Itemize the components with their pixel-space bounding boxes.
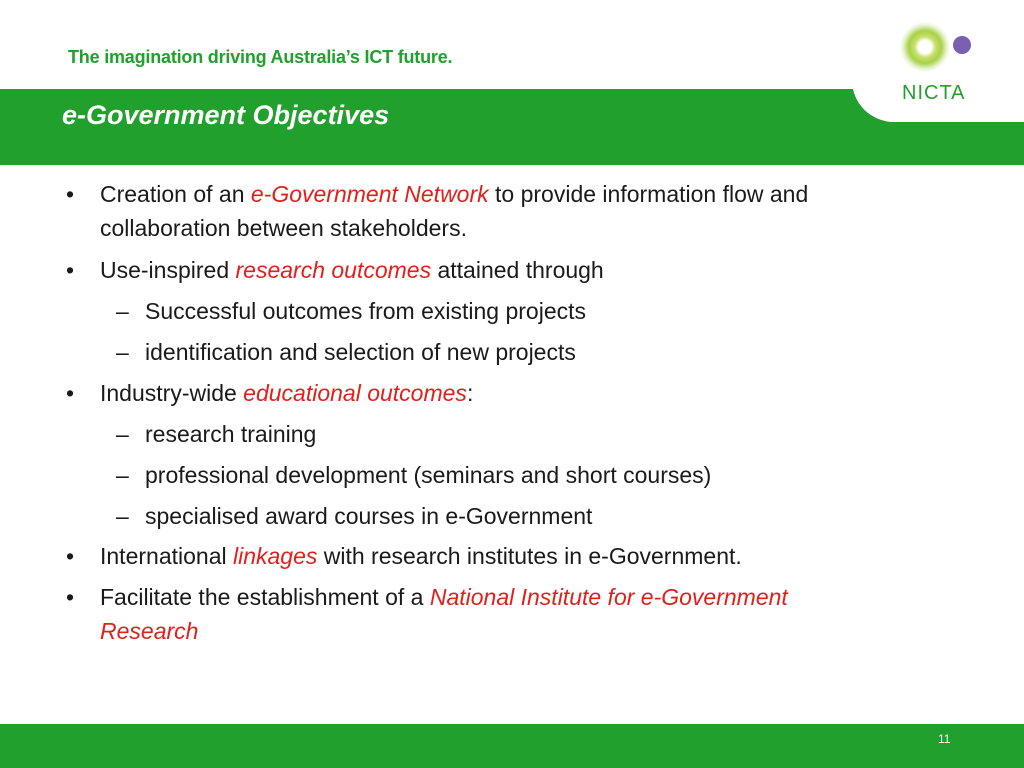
sub-bullet: research training: [145, 421, 317, 447]
sub-bullet: professional development (seminars and short courses): [145, 462, 712, 488]
bullet-icon: •: [66, 257, 75, 283]
dash-icon: –: [116, 421, 129, 447]
dash-icon: –: [116, 339, 129, 365]
bullet-icon: •: [66, 584, 75, 610]
bullet-5: Facilitate the establishment of a National Institute for e-Government: [100, 584, 788, 610]
bullet-icon: •: [66, 380, 75, 406]
bullet-icon: •: [66, 181, 75, 207]
dash-icon: –: [116, 462, 129, 488]
bullet-1-line-2: collaboration between stakeholders.: [100, 215, 467, 241]
sub-bullet: specialised award courses in e-Government: [145, 503, 593, 529]
slide-title: e-Government Objectives: [62, 100, 390, 130]
bullet-2: Use-inspired research outcomes attained through: [100, 257, 604, 283]
sub-bullet: Successful outcomes from existing projects: [145, 298, 587, 324]
bullet-3: Industry-wide educational outcomes:: [100, 380, 474, 406]
footer-band: [0, 724, 1024, 768]
dash-icon: –: [116, 503, 129, 529]
page-number: 11: [938, 732, 951, 746]
bullet-5-line-2: Research: [100, 618, 199, 644]
bullet-1: Creation of an e-Government Network to provide information flow and: [100, 181, 809, 207]
bullet-icon: •: [66, 543, 75, 569]
tagline: The imagination driving Australia’s ICT future.: [68, 47, 453, 67]
bullet-4: International linkages with research institutes in e-Government.: [100, 543, 742, 569]
sub-bullet: identification and selection of new projects: [145, 339, 576, 365]
nicta-logo-text: NICTA: [902, 82, 966, 104]
dash-icon: –: [116, 298, 129, 324]
